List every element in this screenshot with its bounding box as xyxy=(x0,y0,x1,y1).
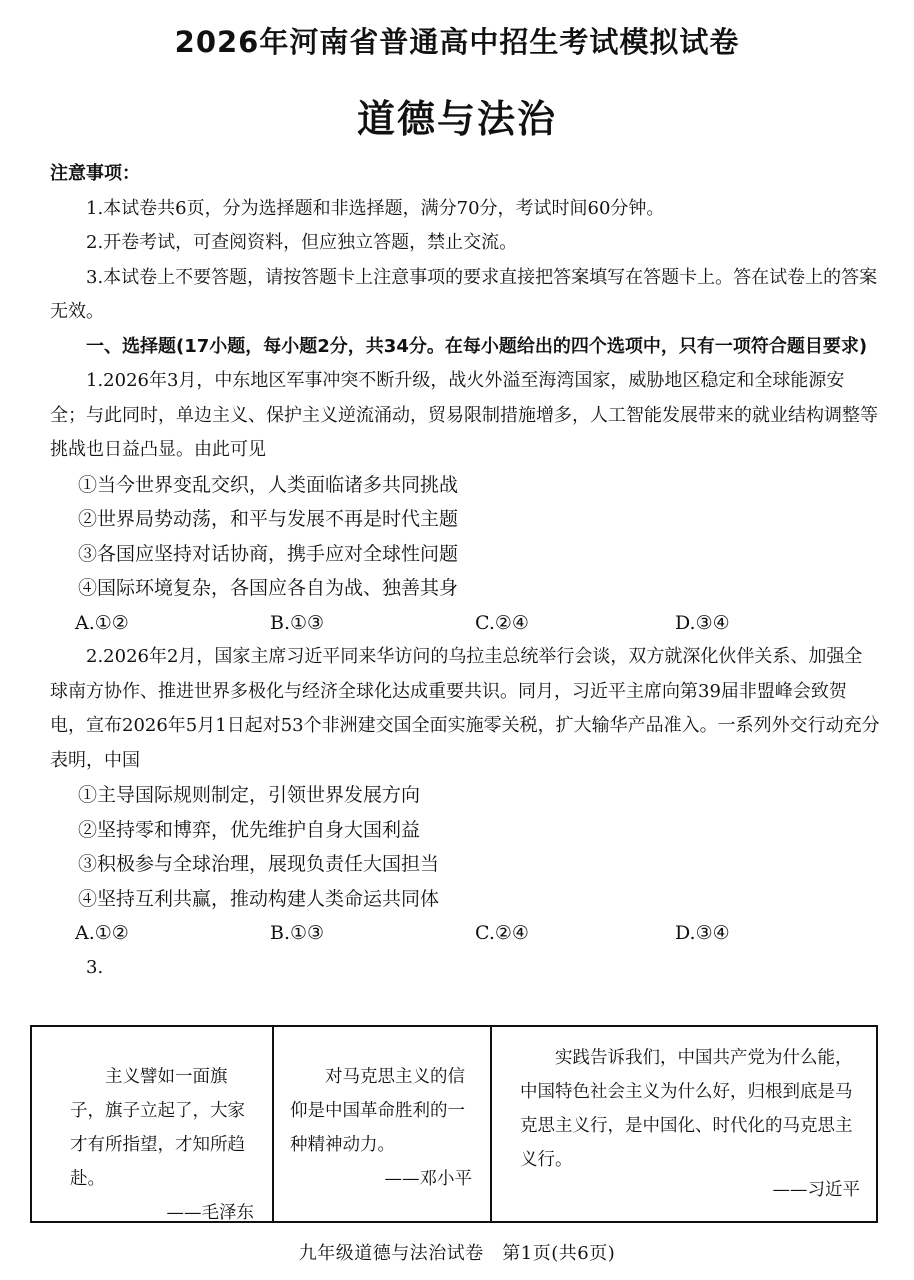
note-item-2: 2.开卷考试，可查阅资料，但应独立答题，禁止交流。 xyxy=(86,232,518,253)
answer-option-d: D.③④ xyxy=(675,922,730,944)
answer-option-c: C.②④ xyxy=(475,922,529,944)
quote-cell-deng xyxy=(272,1027,490,1221)
exam-title: 2026年河南省普通高中招生考试模拟试卷 xyxy=(174,25,740,59)
quote-text: 对马克思主义的信仰是中国革命胜利的一种精神动力。 xyxy=(290,1067,465,1155)
answer-option-d: D.③④ xyxy=(675,611,730,634)
answer-option-c: C.②④ xyxy=(475,611,529,634)
question-1-item-4: ④国际环境复杂，各国应各自为战、独善其身 xyxy=(78,577,459,599)
note-item-3: 3.本试卷上不要答题，请按答题卡上注意事项的要求直接把答案填写在答题卡上。答在试卷上的答案无效。 xyxy=(50,266,878,322)
question-1-stem: 1.2026年3月，中东地区军事冲突不断升级，战火外溢至海湾国家，威胁地区稳定和全球能源安全；与此同时，单边主义、保护主义逆流涌动，贸易限制措施增多，人工智能发展带来的就业结构调整等挑战也日益凸显。由此可见 xyxy=(50,370,878,460)
question-2-item-4: ④坚持互利共赢，推动构建人类命运共同体 xyxy=(78,887,440,910)
quote-cell-xi xyxy=(490,1027,876,1221)
question-1-item-3: ③各国应坚持对话协商，携手应对全球性问题 xyxy=(78,542,459,565)
note-item-1: 1.本试卷共6页，分为选择题和非选择题，满分70分，考试时间60分钟。 xyxy=(86,197,665,219)
notes-heading: 注意事项： xyxy=(50,163,140,184)
question-2-item-1: ①主导国际规则制定，引领世界发展方向 xyxy=(78,784,421,806)
question-3-number: 3. xyxy=(86,956,104,978)
quote-author: ——习近平 xyxy=(772,1180,860,1200)
answer-option-b: B.①③ xyxy=(270,611,325,634)
answer-option-b: B.①③ xyxy=(270,922,325,944)
question-1-item-1: ①当今世界变乱交织，人类面临诸多共同挑战 xyxy=(78,473,459,496)
quotes-table xyxy=(30,1025,878,1223)
page-footer: 九年级道德与法治试卷 第1页(共6页) xyxy=(298,1243,616,1264)
question-1-item-2: ②世界局势动荡，和平与发展不再是时代主题 xyxy=(78,508,459,530)
question-2-answers xyxy=(50,916,880,951)
question-2-item-3: ③积极参与全球治理，展现负责任大国担当 xyxy=(78,853,440,875)
question-1-answers xyxy=(50,606,880,641)
answer-option-a: A.①② xyxy=(75,611,129,634)
quote-author: ——毛泽东 xyxy=(166,1203,254,1223)
question-2-stem: 2.2026年2月，国家主席习近平同来华访问的乌拉圭总统举行会谈，双方就深化伙伴关系、加强全球南方协作、推进世界多极化与经济全球化达成重要共识。同月，习近平主席向第39届非盟峰会致贺电，宣布2026年5月1日起对53个非洲建交国全面实施零关税，扩大输华产品准入。一系列外交行动充分表明，中国 xyxy=(50,646,880,771)
quote-author: ——邓小平 xyxy=(384,1169,472,1189)
section-heading: 一、选择题(17小题，每小题2分，共34分。在每小题给出的四个选项中，只有一项符合题目要求) xyxy=(86,335,868,357)
question-2-item-2: ②坚持零和博弈，优先维护自身大国利益 xyxy=(78,818,421,841)
exam-content xyxy=(50,157,880,985)
quote-cell-mao xyxy=(32,1027,272,1221)
subject-title: 道德与法治 xyxy=(356,97,557,141)
quote-text: 主义譬如一面旗子，旗子立起了，大家才有所指望，才知所趋赴。 xyxy=(70,1067,245,1189)
answer-option-a: A.①② xyxy=(75,922,129,944)
quote-text: 实践告诉我们，中国共产党为什么能，中国特色社会主义为什么好，归根到底是马克思主义行，是中国化、时代化的马克思主义行。 xyxy=(520,1048,853,1170)
